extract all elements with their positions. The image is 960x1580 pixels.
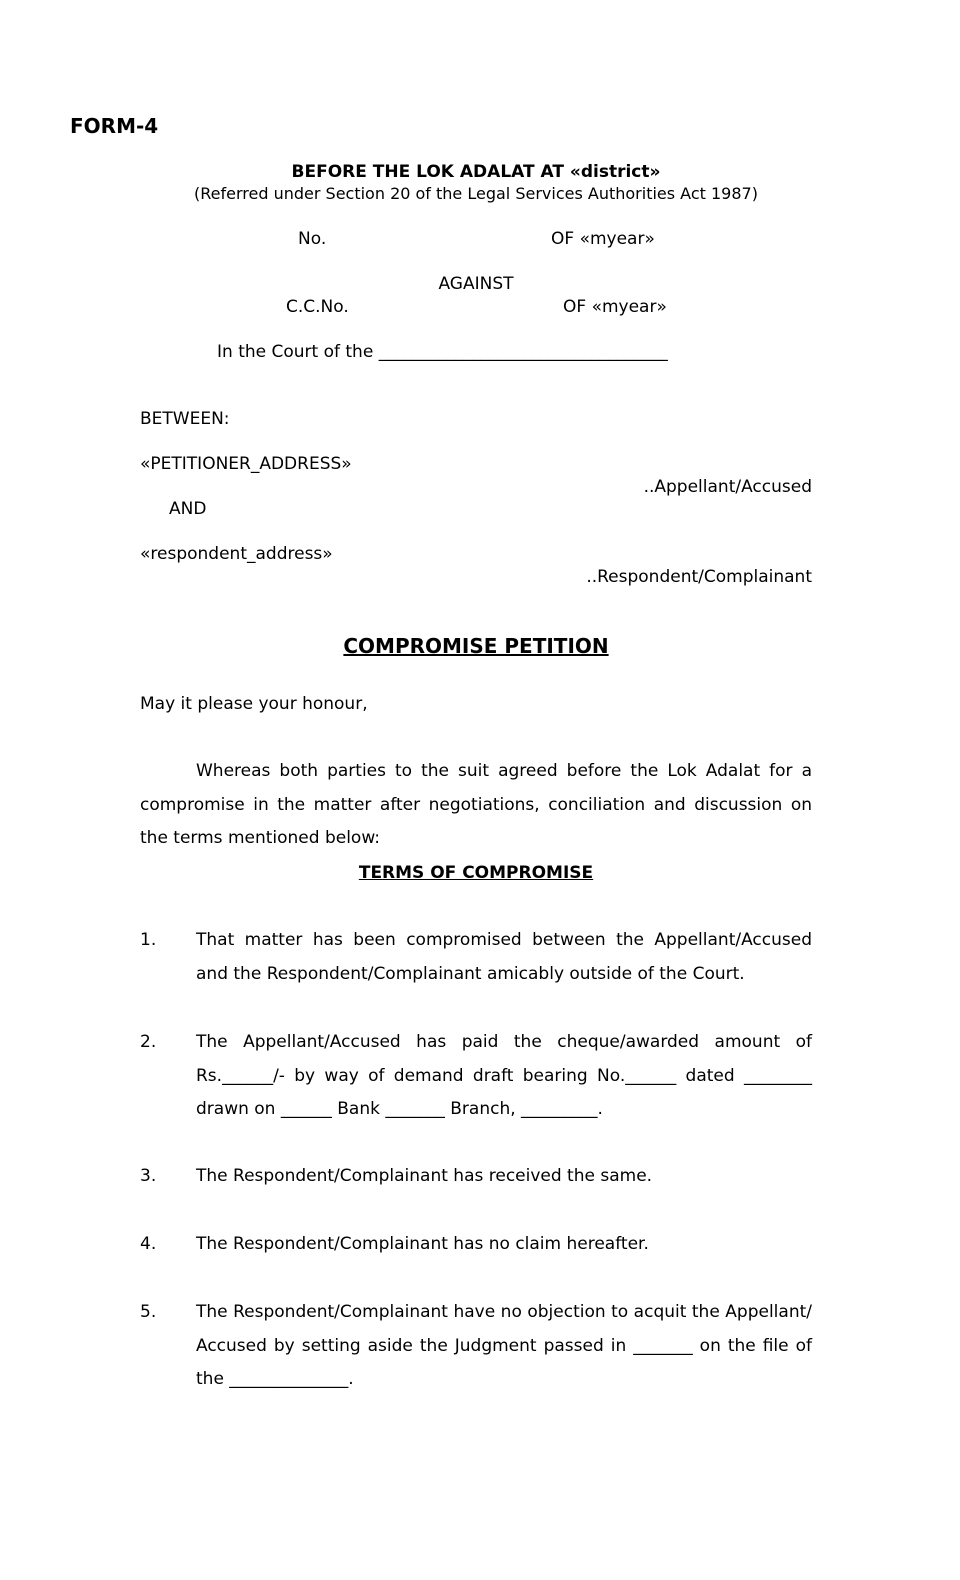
against-label: AGAINST — [438, 274, 514, 294]
terms-heading: TERMS OF COMPROMISE — [358, 863, 594, 883]
salutation: May it please your honour, — [140, 694, 368, 714]
document-subtitle: (Referred under Section 20 of the Legal Services Authorities Act 1987) — [194, 184, 758, 203]
term-number: 3. — [140, 1166, 157, 1186]
whereas-paragraph — [140, 755, 812, 856]
term-text: That matter has been compromised between the Appellant/Accused and the Respondent/Complainant amicably outside of the Court. — [196, 930, 812, 984]
respondent-role: ..Respondent/Complainant — [586, 567, 812, 587]
case-year-label: OF «myear» — [551, 229, 655, 249]
respondent-address: «respondent_address» — [140, 544, 333, 564]
court-line: In the Court of the __________________________________ — [217, 342, 668, 362]
term-text: The Respondent/Complainant have no objection to acquit the Appellant/ Accused by setting aside the Judgment passed in _______ on the file of the ______________. — [196, 1302, 812, 1389]
and-label: AND — [169, 499, 207, 519]
petitioner-role: ..Appellant/Accused — [643, 477, 812, 497]
term-text: The Appellant/Accused has paid the cheque/awarded amount of Rs.______/- by way of demand draft bearing No.______ dated ________ drawn on ______ Bank _______ Branch, _________. — [196, 1032, 812, 1119]
document-title: BEFORE THE LOK ADALAT AT «district» — [291, 162, 661, 182]
case-number-label: No. — [298, 229, 327, 249]
term-number: 5. — [140, 1302, 157, 1322]
form-label: FORM-4 — [70, 114, 159, 138]
between-label: BETWEEN: — [140, 409, 230, 429]
whereas-text: Whereas both parties to the suit agreed before the Lok Adalat for a compromise in the matter after negotiations, conciliation and discussion on the terms mentioned below: — [140, 761, 812, 848]
petition-title: COMPROMISE PETITION — [343, 634, 609, 658]
cc-year-label: OF «myear» — [563, 297, 667, 317]
cc-number-label: C.C.No. — [286, 297, 349, 317]
term-number: 4. — [140, 1234, 157, 1254]
petitioner-address: «PETITIONER_ADDRESS» — [140, 454, 352, 474]
term-number: 1. — [140, 930, 157, 950]
term-text: The Respondent/Complainant has received the same. — [196, 1166, 653, 1186]
term-number: 2. — [140, 1032, 157, 1052]
term-text: The Respondent/Complainant has no claim hereafter. — [196, 1234, 649, 1254]
